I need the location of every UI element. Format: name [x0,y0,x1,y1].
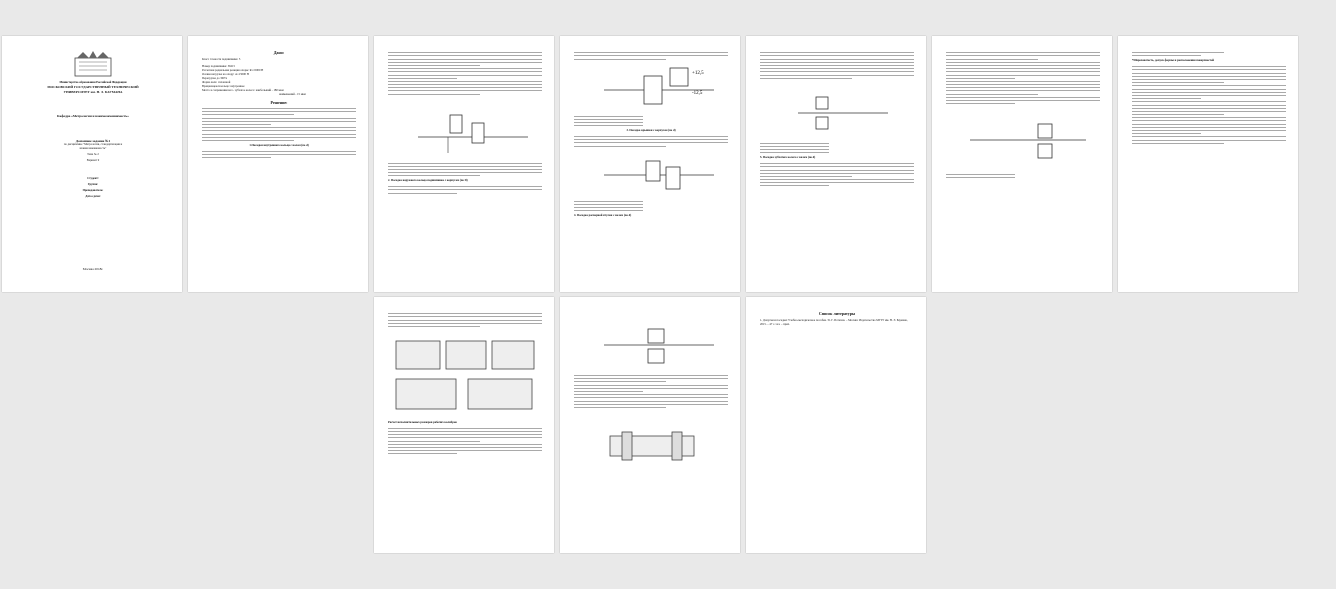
page-10[interactable] [746,297,926,553]
fig-caption: Расчет исполнительных размеров рабочих калибров [388,419,457,424]
page-7[interactable] [1118,36,1298,292]
university-line2: УНИВЕРСИТЕТ им. Н. Э. БАУМАНА [63,89,123,94]
given-line: Место в сопряжении вал - зубчатое колесо: наибольший - 180 мкм [202,87,284,92]
section-1: 1.Посадки внутреннего кольца с валом (по d) [249,142,309,147]
reference-1: 1. Допуски и посадки: Учебно-методическое пособие / Б. Г. Потапов. – Москва: Издательство МГТУ им. Н. Э. Баумана, 2015. – 47 с.: ил. – прил. [760,318,908,327]
ministry: Министерство образования Российской Федерации [59,80,127,84]
given-heading: Дано: [273,50,285,55]
section-2: 2. Посадка наружного кольца подшипника с корпусом (по D) [388,178,468,183]
city-year: Москва 2018г. [82,267,104,272]
tolerance-diagram [574,315,728,371]
page-9[interactable] [560,297,740,553]
given-line: Перегрузка до 300% [202,76,228,81]
tolerance-diagram [946,110,1100,168]
tolerance-diagram [574,151,728,197]
student-label: Студент: [87,175,99,180]
subject: Тема № 2 [87,152,99,157]
discipline-line2: взаимозаменяемость" [79,146,107,151]
given-line: Вращающееся кольцо: внутреннее [202,83,245,88]
tolerance-upper-label: +12,5 [692,70,704,76]
tolerance-diagram [760,85,914,137]
variant: Вариант 9 [86,158,100,163]
department: Кафедра «Метрология и взаимозаменяемость» [57,114,129,119]
task-title: Домашнее задание №1 [75,138,111,143]
section-5: 5. Посадка зубчатого колеса с валом (по d) [760,155,816,160]
part-drawing [388,331,542,417]
tolerance-lower-label: -12,5 [692,90,703,96]
page-5[interactable] [746,36,926,292]
tolerance-diagram [574,64,728,112]
teacher-label: Преподаватель: [82,187,104,192]
given-line: Класс точности подшипника: 5 [202,57,241,62]
page-1[interactable] [2,36,182,292]
given-line: Осевая нагрузка на опору: A=15000 Н [202,72,249,77]
page-4[interactable] [560,36,740,292]
page7-heading: *Шероховатость, допуск формы и расположения поверхностей [1132,58,1215,63]
page-8[interactable] [374,297,554,553]
gauge-drawing [574,414,728,474]
given-line: Форма вала: сплошной [202,80,231,84]
given-line: наименьший - 15 мкм [279,91,306,96]
group-label: Группа: [87,181,99,186]
tolerance-diagram [388,101,542,157]
section-4: 4. Посадка распорной втулки с валом (по d) [574,213,632,218]
given-line: Номер подшипника: 36215 [202,64,235,69]
page-2[interactable] [188,36,368,292]
page-3[interactable] [374,36,554,292]
given-line: Расчетная радиальная реакция опоры: R=15000 Н [202,68,264,73]
discipline-line1: по дисциплине "Метрология, стандартизация и [63,142,123,147]
university-emblem-icon [67,50,119,78]
section-3: 3. Посадка крышки с корпусом (по d) [626,128,676,133]
solution-heading: Решение: [270,99,288,105]
page-6[interactable] [932,36,1112,292]
university-line1: МОСКОВСКИЙ ГОСУДАРСТВЕННЫЙ ТЕХНИЧЕСКИЙ [47,84,139,89]
date-label: Дата сдачи: [85,193,101,198]
references-heading: Список литературы [818,311,856,316]
